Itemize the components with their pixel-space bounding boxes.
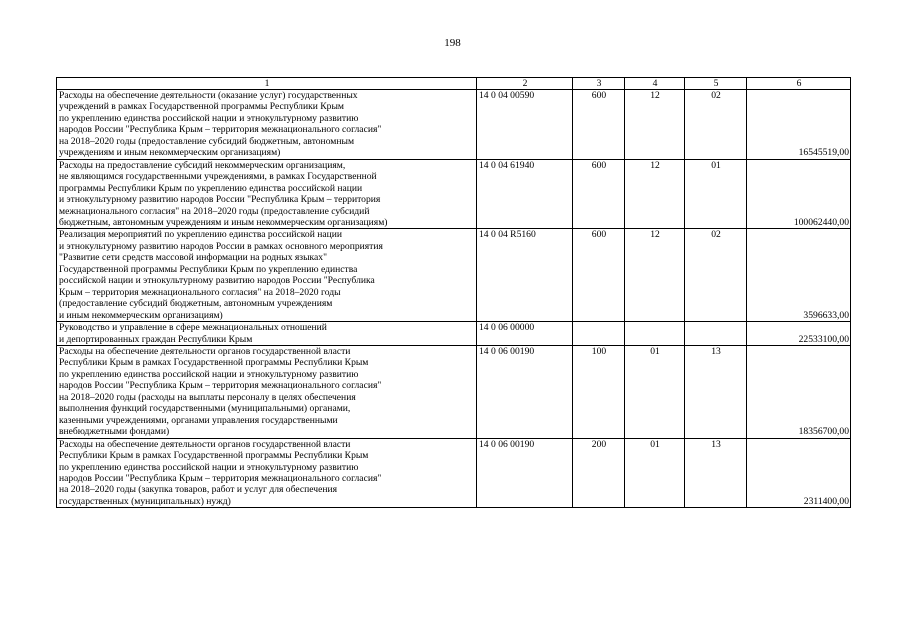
description-line: народов России "Республика Крым – территория межнационального согласия" [59, 380, 382, 392]
description-line: Республики Крым в рамках Государственной программы Республики Крым [59, 357, 369, 369]
subsection: 02 [685, 90, 747, 160]
description-line: не являющимся государственными учреждениями, в рамках Государственной [59, 171, 377, 183]
description-line: на 2018–2020 годы (закупка товаров, работ и услуг для обеспечения [59, 484, 338, 496]
amount: 22533100,00 [747, 322, 851, 346]
description-line: государственных (муниципальных) нужд) [59, 495, 231, 507]
description-line: народов России "Республика Крым – территория межнационального согласия" [59, 124, 382, 136]
target-article-code: 14 0 06 00000 [477, 322, 573, 346]
amount: 3596633,00 [747, 229, 851, 322]
description-line: внебюджетными фондами) [59, 426, 170, 438]
description-line: Расходы на обеспечение деятельности органов государственной власти [59, 438, 351, 450]
amount: 2311400,00 [747, 438, 851, 508]
description-line: выполнения функций государственными (муниципальными) органами, [59, 403, 351, 415]
header-col-kind: 3 [573, 78, 625, 90]
description-line: и депортированных граждан Республики Крым [59, 333, 253, 345]
subsection: 13 [685, 345, 747, 438]
description-line: российской нации и этнокультурному развитию народов России "Республика [59, 275, 375, 287]
header-col-subsection: 5 [685, 78, 747, 90]
expense-kind: 600 [573, 159, 625, 229]
section: 12 [625, 90, 685, 160]
table-row [57, 438, 851, 508]
description-line: по укреплению единства российской нации и этнокультурному развитию [59, 461, 359, 473]
target-article-code: 14 0 06 00190 [477, 438, 573, 508]
expense-description [57, 438, 477, 508]
description-line: учреждений в рамках Государственной программы Республики Крым [59, 101, 344, 113]
description-line: учреждениям и иным некоммерческим организациям) [59, 147, 281, 159]
description-line: Расходы на обеспечение деятельности органов государственной власти [59, 345, 351, 357]
subsection: 13 [685, 438, 747, 508]
amount: 16545519,00 [747, 90, 851, 160]
description-line: на 2018–2020 годы (расходы на выплаты персоналу в целях обеспечения [59, 391, 356, 403]
expense-kind [573, 322, 625, 346]
description-line: "Развитие сети средств массовой информации на родных языках" [59, 252, 328, 264]
description-line: Руководство и управление в сфере межнациональных отношений [59, 322, 327, 334]
target-article-code: 14 0 06 00190 [477, 345, 573, 438]
table-body [57, 90, 851, 508]
description-line: по укреплению единства российской нации и этнокультурному развитию [59, 112, 359, 124]
table-row [57, 90, 851, 160]
budget-table [56, 77, 851, 508]
description-line: Государственной программы Республики Крым по укреплению единства [59, 263, 358, 275]
description-line: Расходы на обеспечение деятельности (оказание услуг) государственных [59, 90, 358, 101]
section: 01 [625, 345, 685, 438]
target-article-code: 14 0 04 00590 [477, 90, 573, 160]
amount: 100062440,00 [747, 159, 851, 229]
description-line: (предоставление субсидий бюджетным, автономным учреждениям [59, 298, 333, 310]
header-col-sum: 6 [747, 78, 851, 90]
expense-kind: 200 [573, 438, 625, 508]
amount: 18356700,00 [747, 345, 851, 438]
description-line: межнационального согласия" на 2018–2020 годы (предоставление субсидий [59, 205, 370, 217]
section: 01 [625, 438, 685, 508]
expense-kind: 100 [573, 345, 625, 438]
description-line: Республики Крым в рамках Государственной программы Республики Крым [59, 450, 369, 462]
subsection: 02 [685, 229, 747, 322]
header-row [57, 78, 851, 90]
subsection: 01 [685, 159, 747, 229]
description-line: и этнокультурному развитию народов России "Республика Крым – территория [59, 194, 381, 206]
description-line: Расходы на предоставление субсидий некоммерческим организациям, [59, 159, 346, 171]
table-row [57, 322, 851, 346]
section [625, 322, 685, 346]
description-line: на 2018–2020 годы (предоставление субсидий бюджетным, автономным [59, 135, 355, 147]
table-row [57, 159, 851, 229]
description-line: Крым – территория межнационального согласия" на 2018–2020 годы [59, 286, 341, 298]
table-row [57, 345, 851, 438]
expense-description [57, 90, 477, 160]
description-line: и иным некоммерческим организациям) [59, 309, 223, 321]
description-line: Реализация мероприятий по укреплению единства российской нации [59, 229, 343, 241]
description-line: бюджетным, автономным учреждениям и иным некоммерческим организациям) [59, 216, 388, 228]
header-col-section: 4 [625, 78, 685, 90]
description-line: программы Республики Крым по укреплению единства российской нации [59, 182, 363, 194]
table-row [57, 229, 851, 322]
expense-description [57, 345, 477, 438]
description-line: по укреплению единства российской нации и этнокультурному развитию [59, 368, 359, 380]
subsection [685, 322, 747, 346]
header-col-name: 1 [57, 78, 477, 90]
expense-description [57, 159, 477, 229]
expense-kind: 600 [573, 90, 625, 160]
page-number: 198 [444, 37, 461, 49]
section: 12 [625, 159, 685, 229]
description-line: народов России "Республика Крым – территория межнационального согласия" [59, 472, 382, 484]
expense-description [57, 322, 477, 346]
description-line: казенными учреждениями, органами управления государственными [59, 414, 338, 426]
description-line: и этнокультурному развитию народов России в рамках основного мероприятия [59, 240, 383, 252]
section: 12 [625, 229, 685, 322]
expense-description [57, 229, 477, 322]
header-col-code: 2 [477, 78, 573, 90]
target-article-code: 14 0 04 61940 [477, 159, 573, 229]
target-article-code: 14 0 04 R5160 [477, 229, 573, 322]
expense-kind: 600 [573, 229, 625, 322]
